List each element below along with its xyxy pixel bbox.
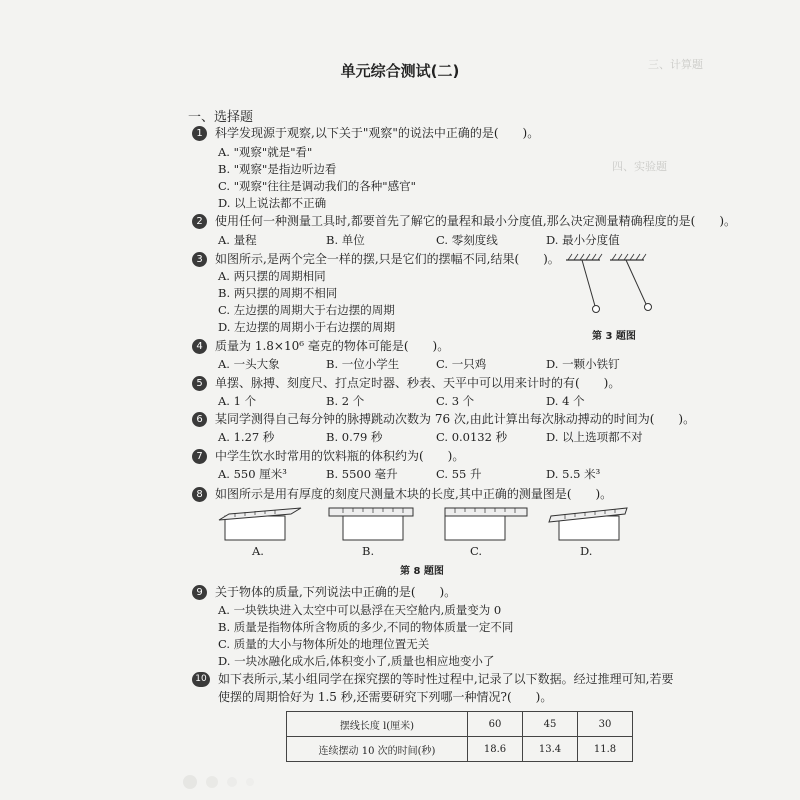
ruler-figure-c (435, 500, 535, 544)
question-9 (192, 583, 456, 600)
question-number: 4 (192, 339, 207, 354)
question-text: 使用任何一种测量工具时,都要首先了解它的量程和最小分度值,那么决定测量精确程度的是( )。 (215, 214, 736, 228)
question-text: 关于物体的质量,下列说法中正确的是( )。 (215, 585, 457, 599)
bleed-through-text: 四、实验题 (612, 160, 667, 173)
option[interactable]: B. 一位小学生 (326, 357, 400, 371)
page-title: 单元综合测试(二) (340, 62, 460, 80)
option[interactable]: B. (362, 544, 375, 558)
option[interactable]: D. 4 个 (546, 394, 585, 408)
option[interactable]: D. 以上说法都不正确 (218, 196, 327, 210)
question-text: 如图所示,是两个完全一样的摆,只是它们的摆幅不同,结果( )。 (215, 252, 560, 266)
figure-caption: 第 3 题图 (592, 331, 636, 342)
option[interactable]: C. 质量的大小与物体所处的地理位置无关 (218, 637, 430, 651)
question-number: 6 (192, 412, 207, 427)
option[interactable]: B. 5500 毫升 (326, 467, 398, 481)
option[interactable]: B. 质量是指物体所含物质的多少,不同的物体质量一定不同 (218, 620, 514, 634)
pendulum-left (566, 254, 602, 313)
pendulum-right (610, 254, 652, 311)
table-cell: 60 (468, 712, 523, 737)
option[interactable]: C. "观察"往往是调动我们的各种"感官" (218, 179, 416, 193)
option[interactable]: C. (470, 544, 483, 558)
table-row (287, 712, 633, 737)
option[interactable]: C. 左边摆的周期大于右边摆的周期 (218, 303, 395, 317)
question-4 (192, 337, 449, 354)
table-cell: 30 (578, 712, 633, 737)
option[interactable]: C. 3 个 (436, 394, 475, 408)
option[interactable]: B. 两只摆的周期不相同 (218, 286, 338, 300)
ruler-figure-d (545, 500, 645, 544)
option[interactable]: B. 0.79 秒 (326, 430, 383, 444)
option[interactable]: D. 最小分度值 (546, 233, 620, 247)
option[interactable]: B. 单位 (326, 233, 365, 247)
pendulum-figure (560, 252, 660, 332)
figure-caption: 第 8 题图 (400, 566, 444, 577)
option[interactable]: A. 量程 (218, 233, 257, 247)
pendulum-data-table (286, 711, 633, 762)
option[interactable]: A. 一头大象 (218, 357, 280, 371)
question-5 (192, 374, 620, 391)
question-text: 科学发现源于观察,以下关于"观察"的说法中正确的是( )。 (215, 126, 540, 140)
question-6 (192, 410, 695, 427)
option[interactable]: D. 一颗小铁钉 (546, 357, 620, 371)
option[interactable]: D. 以上选项都不对 (546, 430, 643, 444)
question-number: 2 (192, 214, 207, 229)
question-10 (192, 670, 673, 687)
option[interactable]: C. 一只鸡 (436, 357, 487, 371)
section-heading: 一、选择题 (188, 110, 254, 125)
question-text-continued: 使摆的周期恰好为 1.5 秒,还需要研究下列哪一种情况?( )。 (218, 690, 553, 704)
question-3 (192, 250, 560, 267)
question-1 (192, 124, 539, 141)
question-number: 7 (192, 449, 207, 464)
question-text: 中学生饮水时常用的饮料瓶的体积约为( )。 (215, 449, 465, 463)
table-cell: 13.4 (523, 737, 578, 762)
table-cell: 45 (523, 712, 578, 737)
option[interactable]: D. 5.5 米³ (546, 467, 601, 481)
question-7 (192, 447, 464, 464)
table-cell: 摆线长度 l(厘米) (287, 712, 468, 737)
option[interactable]: C. 0.0132 秒 (436, 430, 508, 444)
option[interactable]: A. 1.27 秒 (218, 430, 275, 444)
option[interactable]: B. "观察"是指边听边看 (218, 162, 337, 176)
question-number: 3 (192, 252, 207, 267)
table-cell: 18.6 (468, 737, 523, 762)
question-text: 某同学测得自己每分钟的脉搏跳动次数为 76 次,由此计算出每次脉动搏动的时间为( )。 (215, 412, 696, 426)
option[interactable]: D. (580, 544, 593, 558)
option[interactable]: C. 55 升 (436, 467, 482, 481)
question-number: 5 (192, 376, 207, 391)
question-text: 单摆、脉搏、刻度尺、打点定时器、秒表、天平中可以用来计时的有( )。 (215, 376, 621, 390)
question-number: 9 (192, 585, 207, 600)
bleed-through-text: 三、计算题 (648, 58, 703, 71)
option[interactable]: A. 550 厘米³ (218, 467, 287, 481)
ruler-figure-a (215, 500, 315, 544)
option[interactable]: A. 两只摆的周期相同 (218, 269, 326, 283)
question-number: 1 (192, 126, 207, 141)
option[interactable]: A. 1 个 (218, 394, 257, 408)
question-2 (192, 212, 736, 229)
table-row (287, 737, 633, 762)
option[interactable]: A. 一块铁块进入太空中可以悬浮在天空舱内,质量变为 0 (218, 603, 502, 617)
option[interactable]: A. "观察"就是"看" (218, 145, 313, 159)
question-number: 10 (192, 672, 210, 687)
question-text: 如下表所示,某小组同学在探究摆的等时性过程中,记录了以下数据。经过推理可知,若要 (218, 672, 674, 686)
table-cell: 连续摆动 10 次的时间(秒) (287, 737, 468, 762)
question-number: 8 (192, 487, 207, 502)
option[interactable]: C. 零刻度线 (436, 233, 498, 247)
question-text: 质量为 1.8×10⁶ 毫克的物体可能是( )。 (215, 339, 450, 353)
option[interactable]: D. 左边摆的周期小于右边摆的周期 (218, 320, 396, 334)
ruler-figure-b (325, 500, 425, 544)
option[interactable]: B. 2 个 (326, 394, 365, 408)
footer-decoration (160, 772, 280, 792)
table-cell: 11.8 (578, 737, 633, 762)
question-text: 如图所示是用有厚度的刻度尺测量木块的长度,其中正确的测量图是( )。 (215, 487, 613, 501)
option[interactable]: D. 一块冰融化成水后,体积变小了,质量也相应地变小了 (218, 654, 495, 668)
option[interactable]: A. (252, 544, 264, 558)
